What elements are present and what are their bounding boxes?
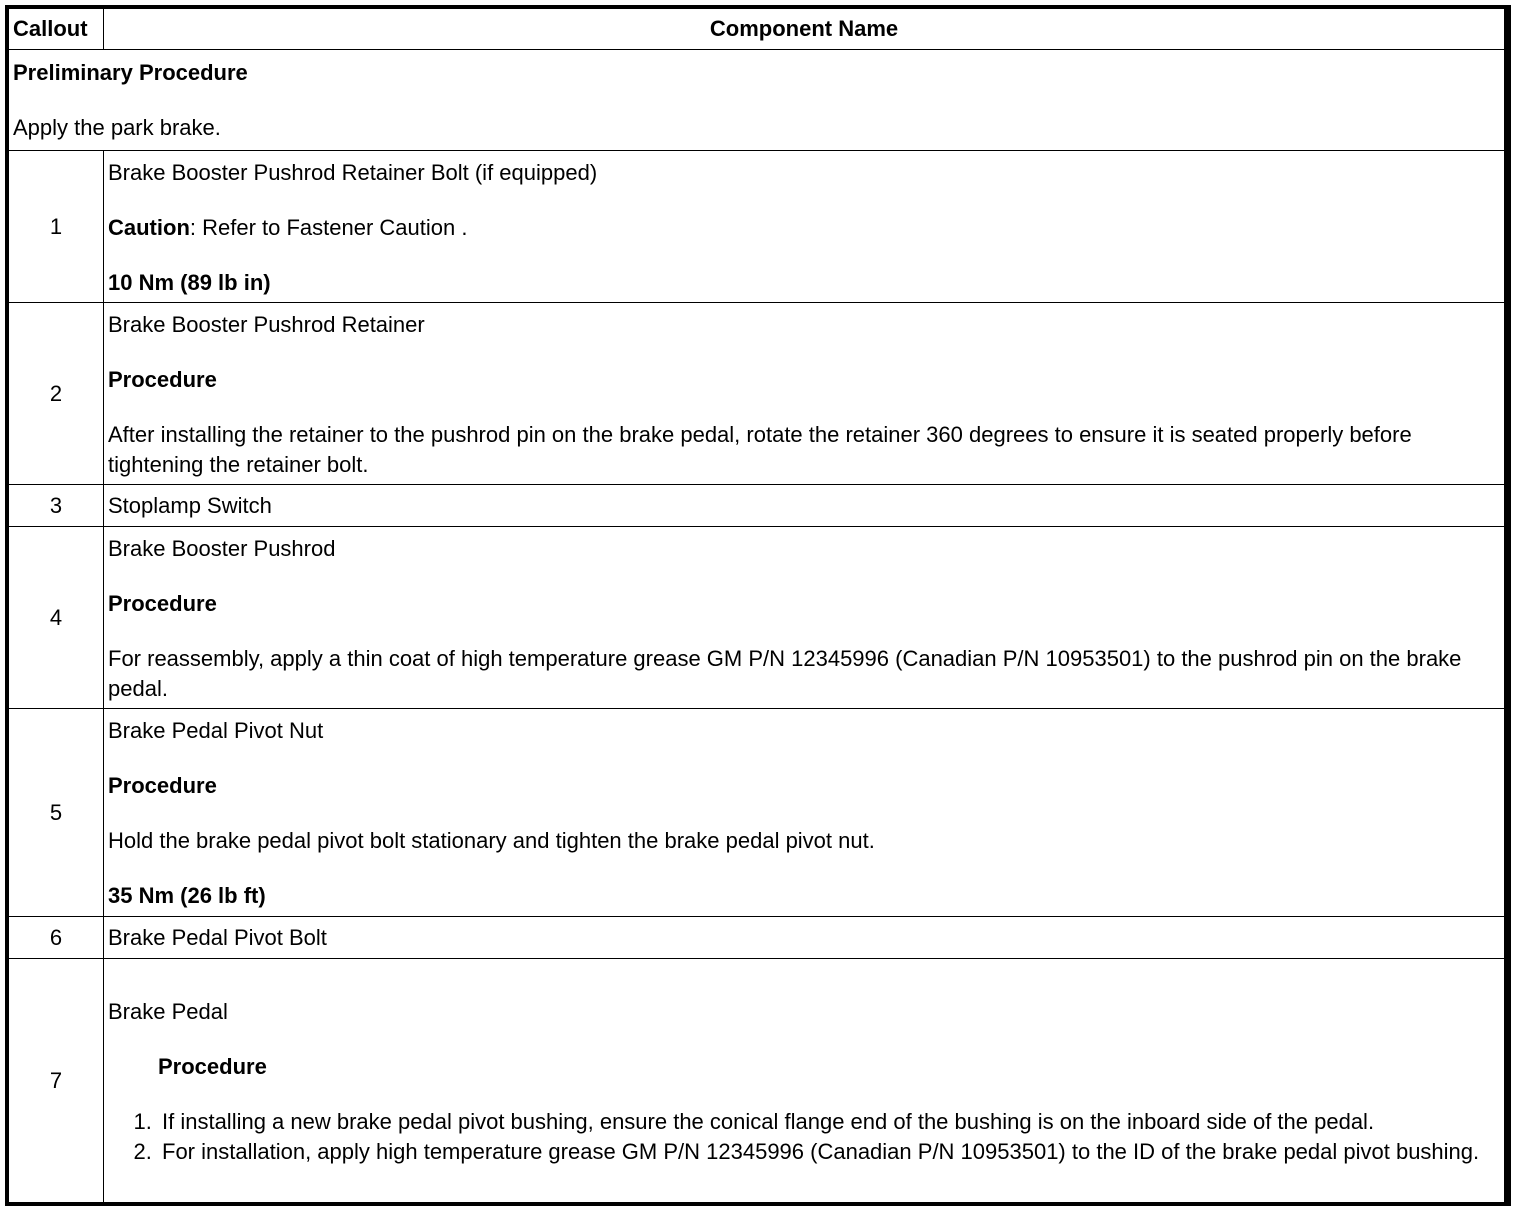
callout-number: 7 bbox=[9, 959, 104, 1203]
component-name: Brake Booster Pushrod Retainer bbox=[108, 311, 425, 337]
preliminary-procedure-row bbox=[9, 50, 1505, 151]
procedure-step: 2. For installation, apply high temperature grease GM P/N 12345996 (Canadian P/N 10953501) to the ID of the brake pedal pivot bushing. bbox=[158, 1137, 1500, 1167]
table-bottom-border bbox=[5, 1203, 1511, 1206]
table-header-row bbox=[9, 9, 1505, 50]
callout-number: 1 bbox=[9, 151, 104, 303]
table-row bbox=[9, 959, 1505, 1203]
callout-number: 6 bbox=[9, 917, 104, 959]
component-name: Brake Pedal bbox=[108, 998, 228, 1024]
procedure-text: Hold the brake pedal pivot bolt stationary and tighten the brake pedal pivot nut. bbox=[108, 828, 875, 853]
caution-note bbox=[108, 213, 1500, 243]
table-row bbox=[9, 709, 1505, 917]
callout-number: 5 bbox=[9, 709, 104, 917]
component-name-column-header: Component Name bbox=[104, 9, 1505, 50]
table-right-border bbox=[1508, 5, 1511, 1203]
table-row bbox=[9, 485, 1505, 527]
component-cell bbox=[104, 303, 1505, 485]
component-cell bbox=[104, 527, 1505, 709]
procedure-label: Procedure bbox=[108, 773, 217, 798]
procedure-text: For reassembly, apply a thin coat of high temperature grease GM P/N 12345996 (Canadian P/N 10953501) to the pushrod pin on the brake pedal. bbox=[108, 645, 1462, 701]
table-row bbox=[9, 151, 1505, 303]
component-cell bbox=[104, 151, 1505, 303]
caution-text: : Refer to Fastener Caution . bbox=[189, 214, 468, 240]
callout-column-header: Callout bbox=[9, 9, 104, 50]
component-name: Brake Booster Pushrod Retainer Bolt (if equipped) bbox=[108, 159, 598, 185]
procedure-label: Procedure bbox=[108, 590, 217, 616]
component-name: Brake Pedal Pivot Nut bbox=[108, 718, 324, 743]
callout-number: 4 bbox=[9, 527, 104, 709]
component-name: Brake Booster Pushrod bbox=[108, 535, 336, 561]
table-row bbox=[9, 917, 1505, 959]
callout-number: 3 bbox=[9, 485, 104, 527]
component-cell bbox=[104, 959, 1505, 1203]
callout-number: 2 bbox=[9, 303, 104, 485]
torque-spec: 10 Nm (89 lb in) bbox=[108, 269, 271, 295]
torque-spec: 35 Nm (26 lb ft) bbox=[108, 883, 266, 908]
component-name: Stoplamp Switch bbox=[104, 485, 1505, 527]
procedure-steps-list bbox=[108, 1107, 1500, 1167]
component-table bbox=[5, 5, 1508, 1206]
table-row bbox=[9, 303, 1505, 485]
component-name: Brake Pedal Pivot Bolt bbox=[104, 917, 1505, 959]
procedure-label: Procedure bbox=[108, 366, 217, 392]
procedure-label: Procedure bbox=[158, 1053, 267, 1079]
preliminary-procedure-cell bbox=[9, 50, 1505, 151]
table-row bbox=[9, 527, 1505, 709]
caution-label: Caution bbox=[108, 214, 190, 240]
preliminary-procedure-title: Preliminary Procedure bbox=[13, 60, 248, 85]
component-cell bbox=[104, 709, 1505, 917]
preliminary-procedure-text: Apply the park brake. bbox=[13, 115, 221, 140]
procedure-text: After installing the retainer to the pushrod pin on the brake pedal, rotate the retainer 360 degrees to ensure it is seated properly before tightening the retainer bolt. bbox=[108, 421, 1412, 477]
procedure-step: 1. If installing a new brake pedal pivot bushing, ensure the conical flange end of the bushing is on the inboard side of the pedal. bbox=[158, 1107, 1500, 1137]
